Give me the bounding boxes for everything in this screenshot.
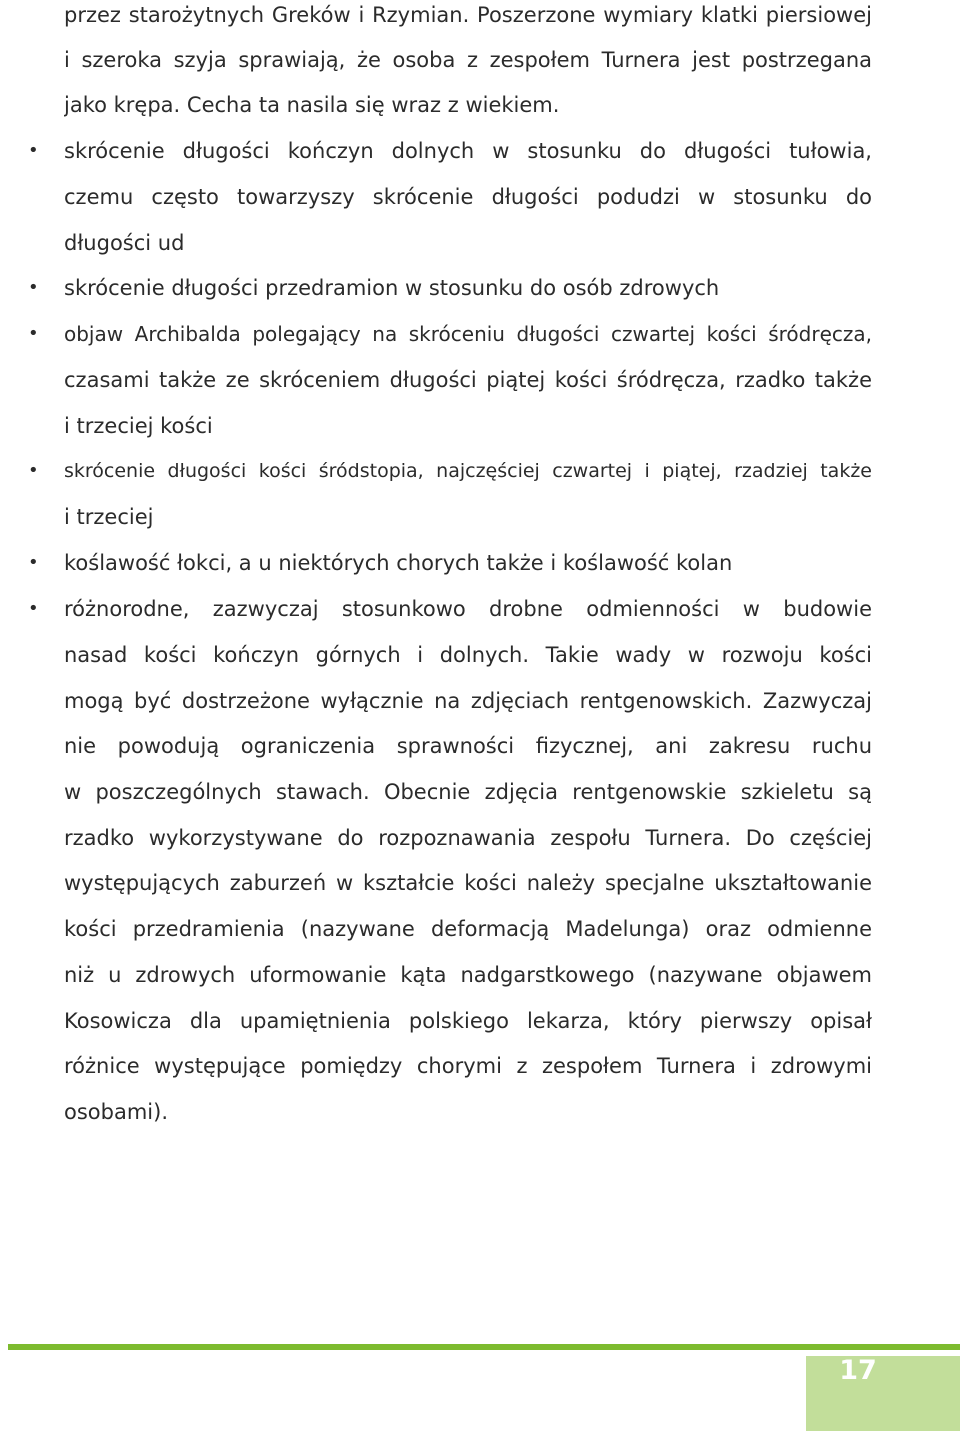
bullet-marker: • (28, 598, 39, 619)
bullet-line: i trzeciej (64, 505, 154, 529)
footer-divider (8, 1344, 960, 1350)
bullet-marker: • (28, 323, 39, 344)
bullet-marker: • (28, 277, 39, 298)
bullet-line: skrócenie długości kości śródstopia, najczęściej czwartej i piątej, rzadziej także (64, 460, 872, 482)
bullet-marker: • (28, 460, 39, 481)
bullet-line: koślawość łokci, a u niektórych chorych także i koślawość kolan (64, 551, 733, 575)
bullet-line: objaw Archibalda polegający na skróceniu długości czwartej kości śródręcza, (64, 322, 872, 346)
bullet-marker: • (28, 552, 39, 573)
bullet-line: nasad kości kończyn górnych i dolnych. Takie wady w rozwoju kości (64, 643, 872, 667)
paragraph-line: i szeroka szyja sprawiają, że osoba z zespołem Turnera jest postrzegana (64, 48, 872, 72)
bullet-line: kości przedramienia (nazywane deformacją Madelunga) oraz odmienne (64, 917, 872, 941)
bullet-line: skrócenie długości kończyn dolnych w stosunku do długości tułowia, (64, 139, 872, 163)
bullet-line: rzadko wykorzystywane do rozpoznawania zespołu Turnera. Do częściej (64, 826, 872, 850)
bullet-marker: • (28, 140, 39, 161)
paragraph-line: jako krępa. Cecha ta nasila się wraz z wiekiem. (64, 93, 560, 117)
bullet-line: czemu często towarzyszy skrócenie długości podudzi w stosunku do (64, 185, 872, 209)
paragraph-line: przez starożytnych Greków i Rzymian. Poszerzone wymiary klatki piersiowej (64, 3, 872, 27)
bullet-line: osobami). (64, 1100, 168, 1124)
bullet-line: Kosowicza dla upamiętnienia polskiego lekarza, który pierwszy opisał (64, 1009, 872, 1033)
bullet-line: mogą być dostrzeżone wyłącznie na zdjęciach rentgenowskich. Zazwyczaj (64, 689, 872, 713)
bullet-line: nie powodują ograniczenia sprawności fizycznej, ani zakresu ruchu (64, 734, 872, 758)
bullet-line: występujących zaburzeń w kształcie kości należy specjalne ukształtowanie (64, 871, 872, 895)
bullet-line: niż u zdrowych uformowanie kąta nadgarstkowego (nazywane objawem (64, 963, 872, 987)
bullet-line: i trzeciej kości (64, 414, 213, 438)
bullet-line: długości ud (64, 231, 185, 255)
bullet-line: różnice występujące pomiędzy chorymi z zespołem Turnera i zdrowymi (64, 1054, 872, 1078)
bullet-line: czasami także ze skróceniem długości piątej kości śródręcza, rzadko także (64, 368, 872, 392)
page-number: 17 (839, 1355, 877, 1386)
bullet-line: różnorodne, zazwyczaj stosunkowo drobne odmienności w budowie (64, 597, 872, 621)
bullet-line: w poszczególnych stawach. Obecnie zdjęcia rentgenowskie szkieletu są (64, 780, 872, 804)
bullet-line: skrócenie długości przedramion w stosunku do osób zdrowych (64, 276, 720, 300)
